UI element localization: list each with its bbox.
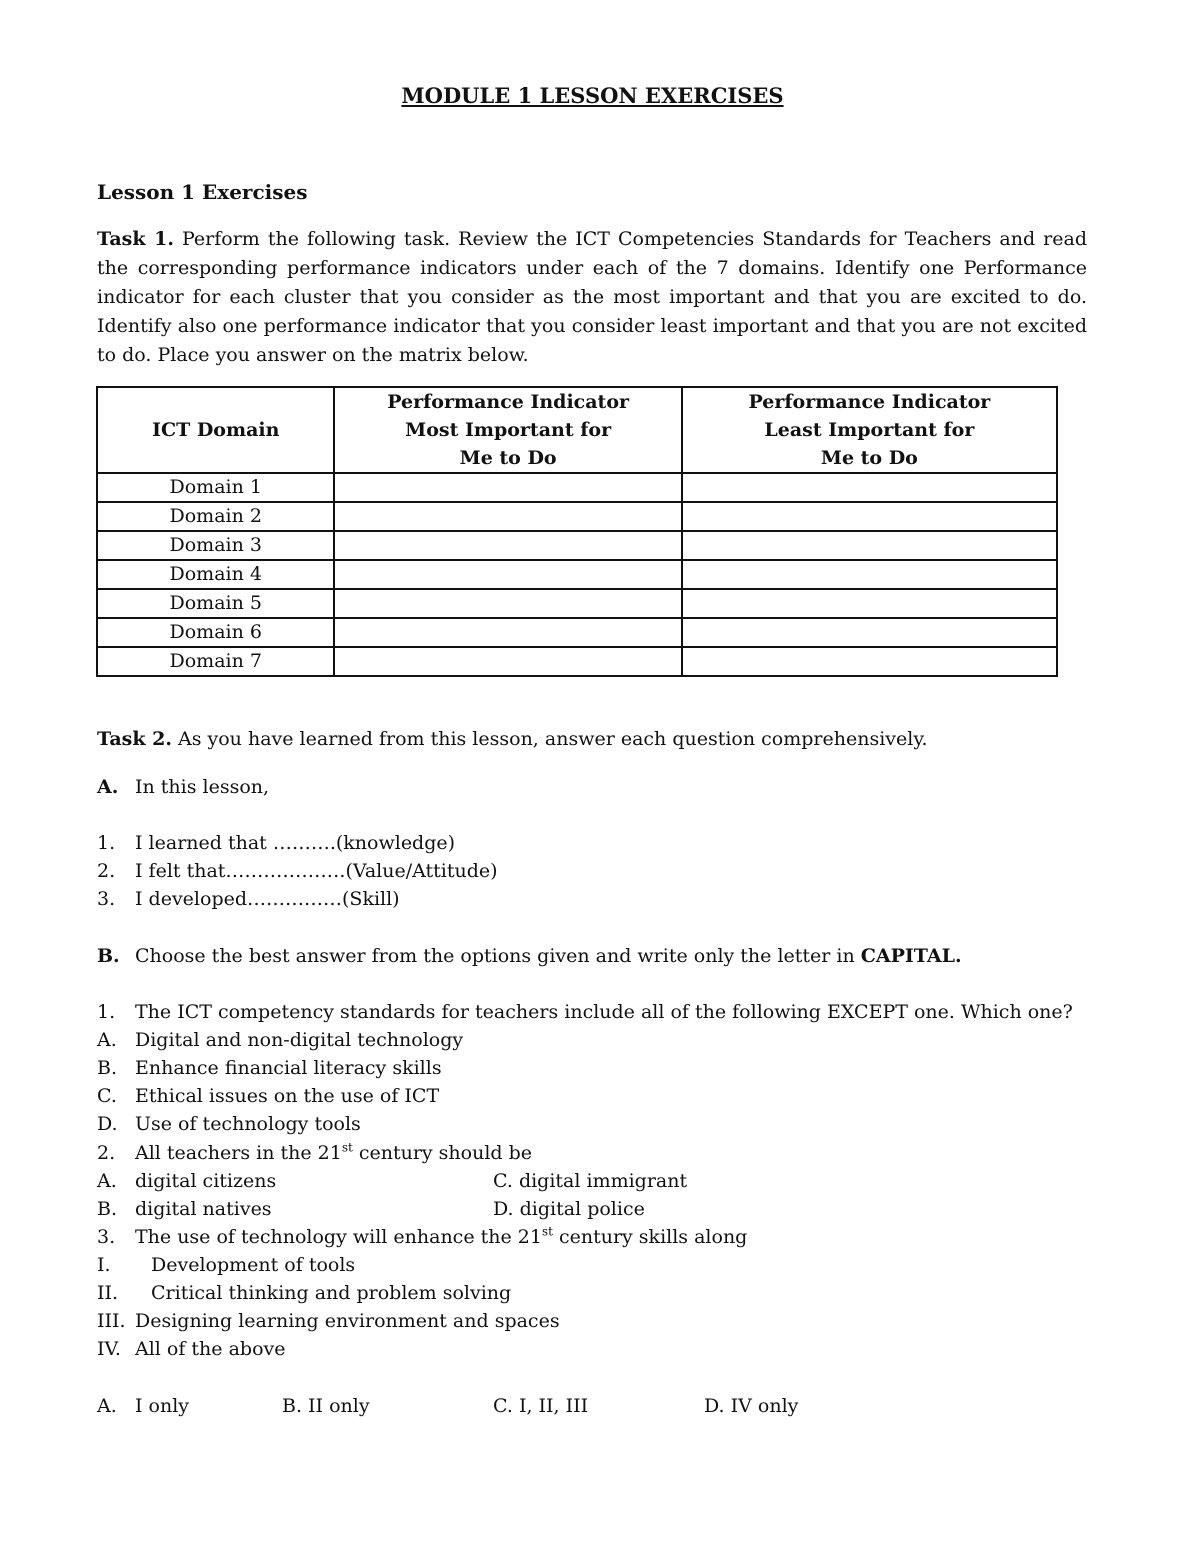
question-1: 1. The ICT competency standards for teachers include all of the following EXCEPT one. Which one? (97, 1001, 1073, 1023)
least-important-cell[interactable] (682, 531, 1057, 560)
option-item: C. Ethical issues on the use of ICT (97, 1085, 440, 1107)
option-item: A. digital citizens C. digital immigrant (97, 1170, 688, 1192)
domain-cell: Domain 5 (97, 589, 334, 618)
domain-cell: Domain 7 (97, 647, 334, 676)
list-item: 3. I developed……………(Skill) (97, 888, 400, 910)
roman-item: I. Development of tools (97, 1254, 356, 1276)
domain-cell: Domain 1 (97, 473, 334, 502)
option-item: A. Digital and non-digital technology (97, 1029, 464, 1051)
question-2: 2. All teachers in the 21st century should be (97, 1140, 533, 1164)
option-item: D. Use of technology tools (97, 1113, 361, 1135)
part-a-heading: A. In this lesson, (97, 776, 270, 798)
answer-choice-c: C. I, II, III (493, 1395, 589, 1417)
most-important-cell[interactable] (334, 531, 681, 560)
least-important-cell[interactable] (682, 560, 1057, 589)
table-row (97, 502, 1057, 531)
table-row (97, 618, 1057, 647)
most-important-cell[interactable] (334, 473, 681, 502)
domain-cell: Domain 2 (97, 502, 334, 531)
most-important-cell[interactable] (334, 589, 681, 618)
answer-choices-row: A. I only (97, 1395, 190, 1417)
header-least-important: Performance Indicator Least Important for Me to Do (682, 387, 1057, 473)
answer-choice-b: B. II only (282, 1395, 370, 1417)
most-important-cell[interactable] (334, 502, 681, 531)
domain-cell: Domain 4 (97, 560, 334, 589)
least-important-cell[interactable] (682, 502, 1057, 531)
header-most-important: Performance Indicator Most Important for Me to Do (334, 387, 681, 473)
task2-paragraph (97, 725, 928, 753)
most-important-cell[interactable] (334, 560, 681, 589)
matrix-header-row (97, 387, 1057, 473)
answer-choice-d: D. IV only (704, 1395, 799, 1417)
lesson-heading: Lesson 1 Exercises (97, 180, 308, 204)
list-item: 1. I learned that ……….(knowledge) (97, 832, 456, 854)
roman-item: III. Designing learning environment and spaces (97, 1310, 560, 1332)
part-b-heading: B. Choose the best answer from the options given and write only the letter in CAPITAL. (97, 945, 962, 967)
task1-label: Task 1. (97, 228, 174, 250)
list-item: 2. I felt that……………….(Value/Attitude) (97, 860, 498, 882)
table-row (97, 589, 1057, 618)
option-item: B. Enhance financial literacy skills (97, 1057, 442, 1079)
question-3: 3. The use of technology will enhance the 21st century skills along (97, 1224, 748, 1248)
least-important-cell[interactable] (682, 473, 1057, 502)
task2-label: Task 2. (97, 728, 172, 750)
task1-text: Perform the following task. Review the ICT Competencies Standards for Teachers and read the corresponding performance indicators under each of the 7 domains. Identify one Performance indicator for each cluster that you consider as the most important and that you are excited to do. Identify also one performance indicator that you consider least important and that you are not excited to do. Place you answer on the matrix below. (97, 228, 1087, 366)
domain-cell: Domain 6 (97, 618, 334, 647)
table-row (97, 560, 1057, 589)
least-important-cell[interactable] (682, 647, 1057, 676)
domain-cell: Domain 3 (97, 531, 334, 560)
task2-text: As you have learned from this lesson, answer each question comprehensively. (178, 728, 928, 750)
table-row (97, 531, 1057, 560)
least-important-cell[interactable] (682, 589, 1057, 618)
indicator-matrix (96, 386, 1058, 677)
table-row (97, 647, 1057, 676)
table-row (97, 473, 1057, 502)
most-important-cell[interactable] (334, 647, 681, 676)
roman-item: II. Critical thinking and problem solving (97, 1282, 512, 1304)
page-title: MODULE 1 LESSON EXERCISES (401, 83, 784, 108)
task1-paragraph (97, 225, 1087, 370)
most-important-cell[interactable] (334, 618, 681, 647)
least-important-cell[interactable] (682, 618, 1057, 647)
roman-item: IV. All of the above (97, 1338, 286, 1360)
header-ict-domain: ICT Domain (97, 387, 334, 473)
option-item: B. digital natives D. digital police (97, 1198, 645, 1220)
